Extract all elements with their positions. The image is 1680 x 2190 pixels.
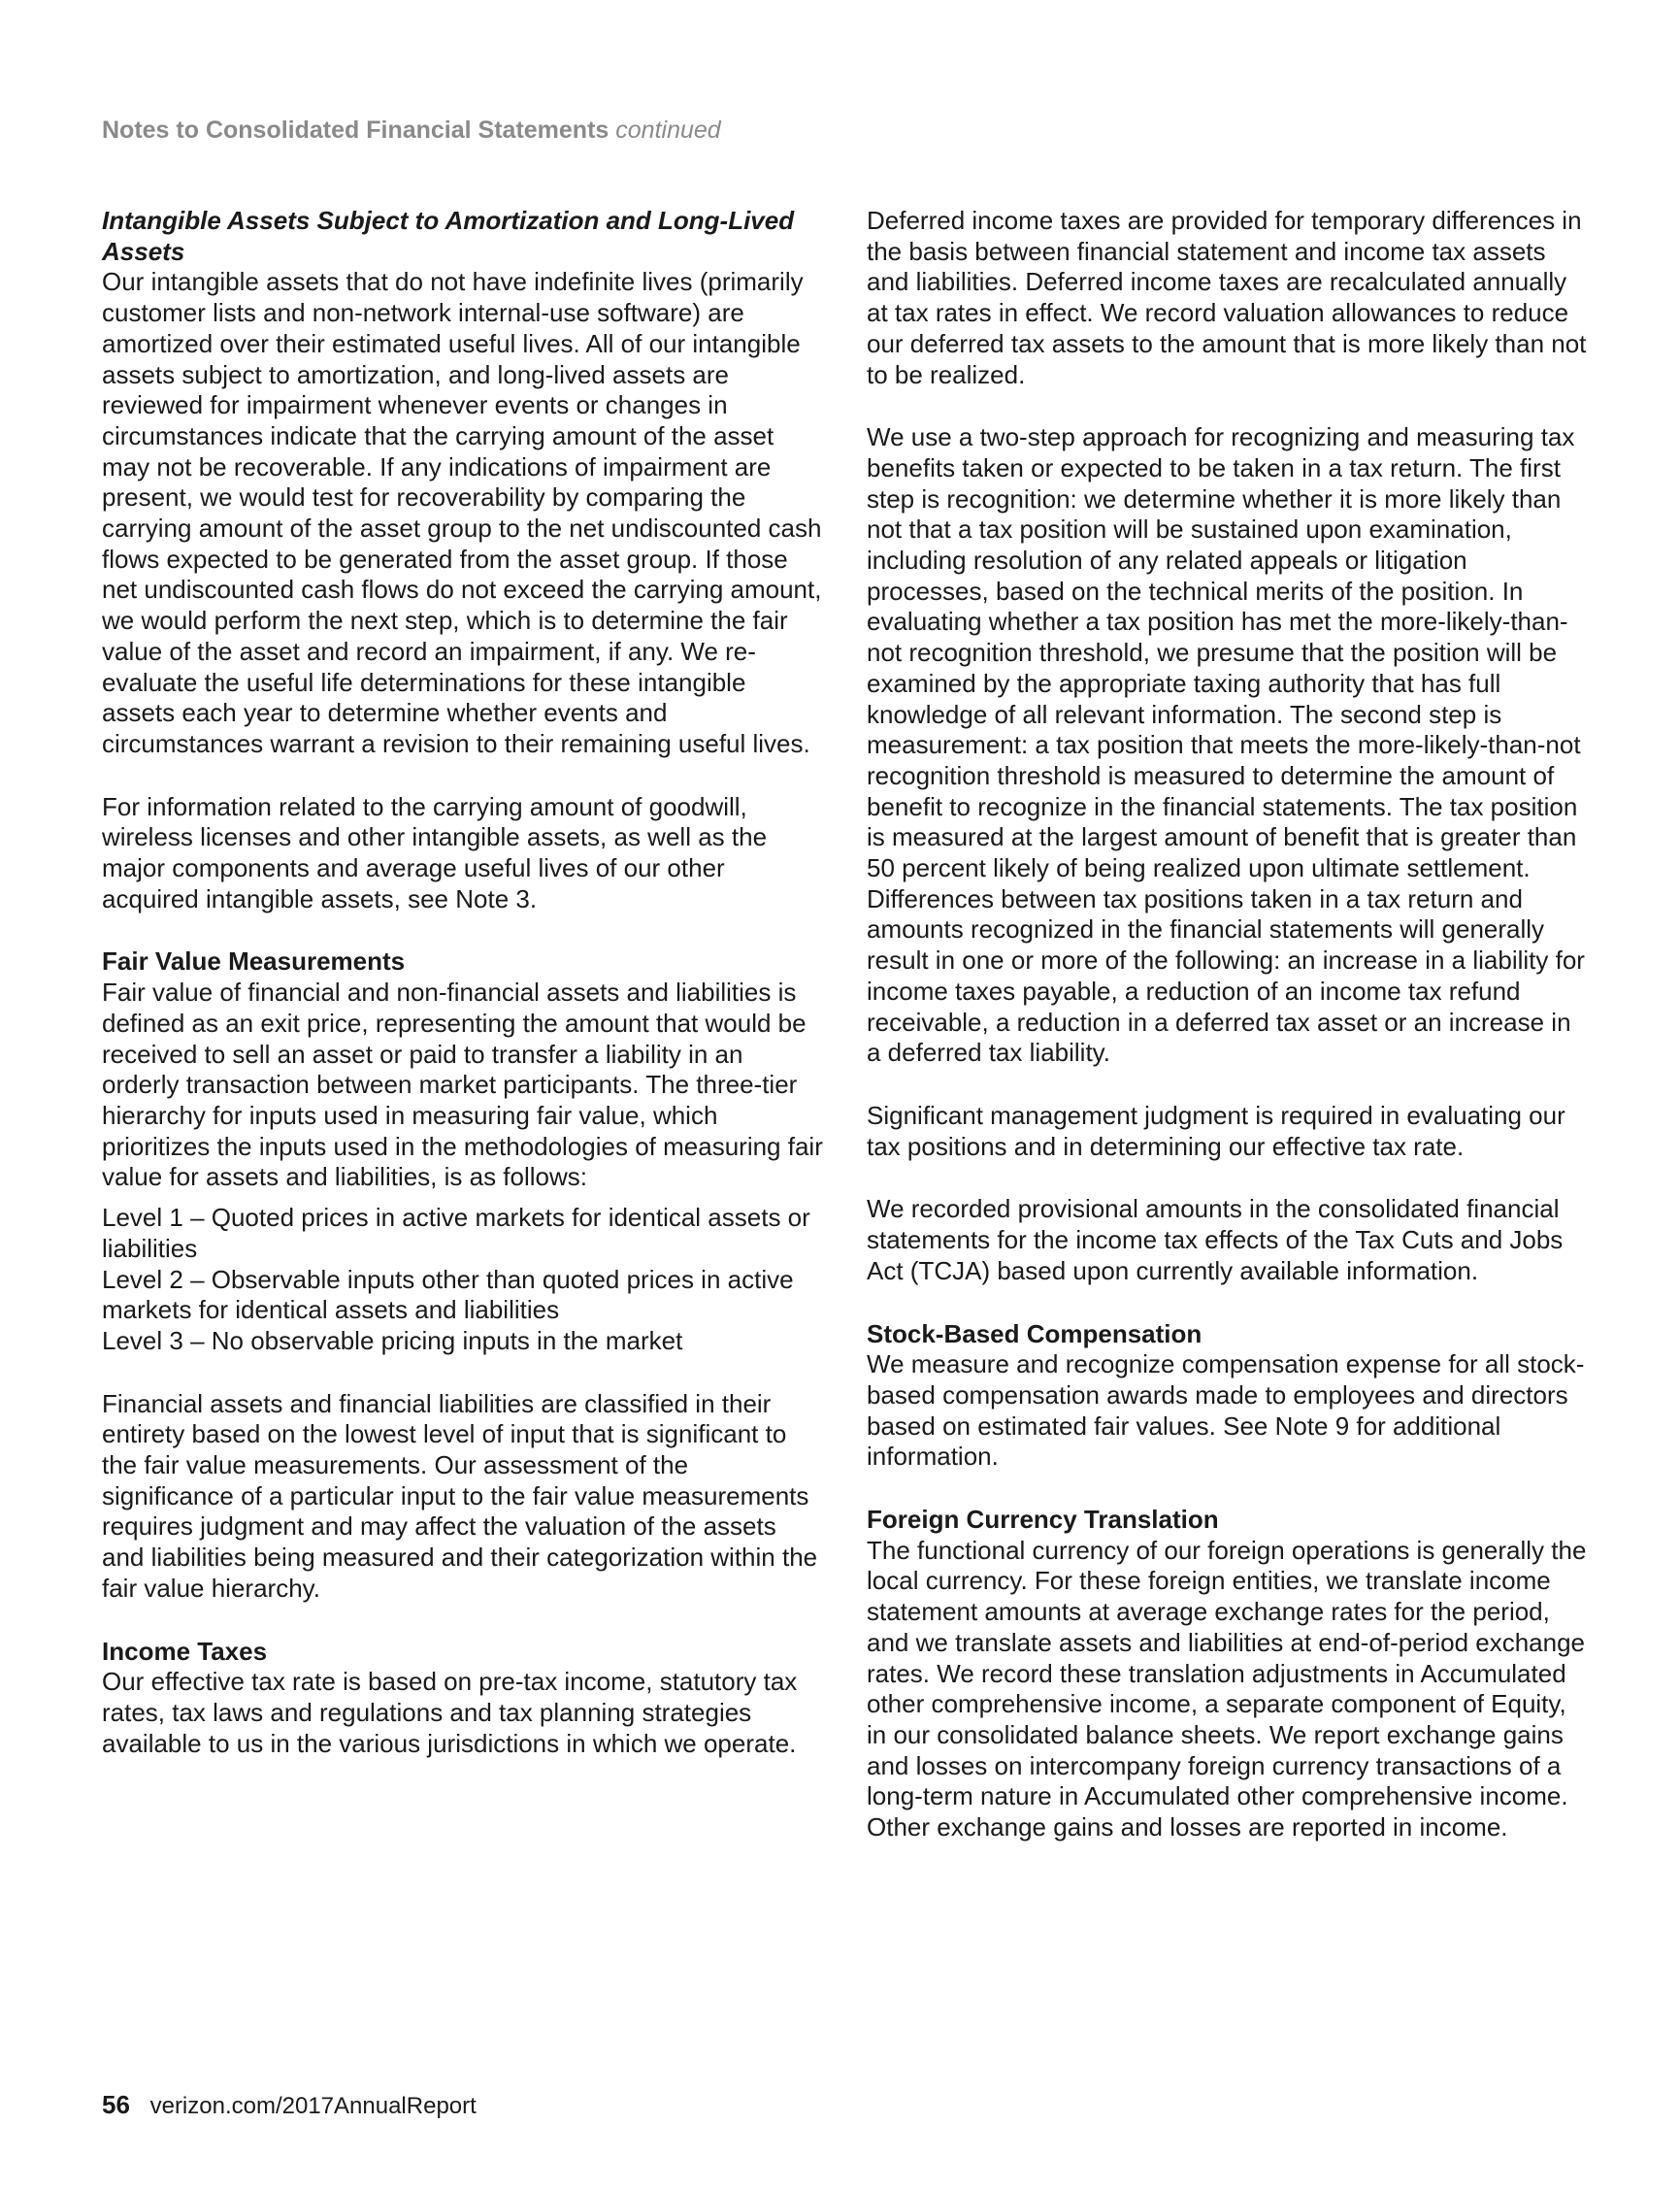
fair-value-levels-list bbox=[102, 1203, 825, 1357]
fair-value-paragraph-2: Financial assets and financial liabilities are classified in their entirety based on the lowest level of input that is significant to the fair value measurements. Our assessment of the significance of a particular input to the fair value measurements requires judgment and may affect the valuation of the assets and liabilities being measured and their categorization within the fair value hierarchy. bbox=[102, 1388, 818, 1603]
left-column bbox=[102, 206, 825, 1791]
running-header bbox=[102, 116, 721, 145]
stock-compensation-paragraph: We measure and recognize compensation expense for all stock-based compensation awards made to employees and directors based on estimated fair values. See Note 9 for additional information. bbox=[867, 1349, 1585, 1472]
header-continued: continued bbox=[615, 116, 721, 144]
fair-value-level-2: Level 2 – Observable inputs other than quoted prices in active markets for identical assets and liabilities bbox=[102, 1264, 794, 1325]
intangible-assets-paragraph-2: For information related to the carrying amount of goodwill, wireless licenses and other intangible assets, as well as the major components and average useful lives of our other acquired intangible assets, see Note 3. bbox=[102, 791, 768, 913]
right-column bbox=[867, 206, 1590, 1875]
fair-value-level-1: Level 1 – Quoted prices in active markets for identical assets or liabilities bbox=[102, 1203, 810, 1263]
page-footer bbox=[102, 2090, 477, 2120]
management-judgment-paragraph: Significant management judgment is required in evaluating our tax positions and in determining our effective tax rate. bbox=[867, 1100, 1565, 1161]
fair-value-level-3: Level 3 – No observable pricing inputs in the market bbox=[102, 1325, 683, 1355]
tcja-paragraph: We recorded provisional amounts in the consolidated financial statements for the income tax effects of the Tax Cuts and Jobs Act (TCJA) based upon currently available information. bbox=[867, 1194, 1564, 1285]
footer-url: verizon.com/2017AnnualReport bbox=[149, 2093, 477, 2119]
stock-compensation-heading: Stock-Based Compensation bbox=[867, 1318, 1202, 1348]
two-step-approach-paragraph: We use a two-step approach for recognizing and measuring tax benefits taken or expected to be taken in a tax return. The first step is recognition: we determine whether it is more likely than not that a tax position will be sustained upon examination, including resolution of any related appeals or litigation processes, based on the technical merits of the position. In evaluating whether a tax position has met the more-likely-than-not recognition threshold, we presume that the position will be examined by the appropriate taxing authority that has full knowledge of all relevant information. The second step is measurement: a tax position that meets the more-likely-than-not recognition threshold is measured to determine the amount of benefit to recognize in the financial statements. The tax position is measured at the largest amount of benefit that is greater than 50 percent likely of being realized upon ultimate settlement. Differences between tax positions taken in a tax return and amounts recognized in the financial statements will generally result in one or more of the following: an increase in a liability for income taxes payable, a reduction of an income tax refund receivable, a reduction in a deferred tax asset or an increase in a deferred tax liability. bbox=[867, 422, 1585, 1068]
income-taxes-heading: Income Taxes bbox=[102, 1636, 268, 1666]
fair-value-heading: Fair Value Measurements bbox=[102, 946, 406, 977]
deferred-taxes-paragraph: Deferred income taxes are provided for temporary differences in the basis between financial statement and income tax assets and liabilities. Deferred income taxes are recalculated annually at tax rates in effect. We record valuation allowances to reduce our deferred tax assets to the amount that is more likely than not to be realized. bbox=[867, 206, 1587, 389]
intangible-assets-paragraph-1: Our intangible assets that do not have indefinite lives (primarily customer lists and non-network internal-use software) are amortized over their estimated useful lives. All of our intangible assets subject to amortization, and long-lived assets are reviewed for impairment whenever events or changes in circumstances indicate that the carrying amount of the asset may not be recoverable. If any indications of impairment are present, we would test for recoverability by comparing the carrying amount of the asset group to the net undiscounted cash flows expected to be generated from the asset group. If those net undiscounted cash flows do not exceed the carrying amount, we would perform the next step, which is to determine the fair value of the asset and record an impairment, if any. We re-evaluate the useful life determinations for these intangible assets each year to determine whether events and circumstances warrant a revision to their remaining useful lives. bbox=[102, 267, 822, 758]
foreign-currency-heading: Foreign Currency Translation bbox=[867, 1505, 1219, 1535]
foreign-currency-paragraph: The functional currency of our foreign operations is generally the local currency. For these foreign entities, we translate income statement amounts at average exchange rates for the period, and we translate assets and liabilities at end-of-period exchange rates. We record these translation adjustments in Accumulated other comprehensive income, a separate component of Equity, in our consolidated balance sheets. We report exchange gains and losses on intercompany foreign currency transactions of a long-term nature in Accumulated other comprehensive income. Other exchange gains and losses are reported in income. bbox=[867, 1535, 1587, 1842]
page-number: 56 bbox=[102, 2090, 130, 2119]
header-title: Notes to Consolidated Financial Statements bbox=[102, 116, 609, 144]
intangible-assets-heading: Intangible Assets Subject to Amortization and Long-Lived Assets bbox=[102, 206, 795, 266]
income-taxes-paragraph-1: Our effective tax rate is based on pre-tax income, statutory tax rates, tax laws and regulations and tax planning strategies available to us in the various jurisdictions in which we operate. bbox=[102, 1667, 798, 1758]
fair-value-paragraph-1: Fair value of financial and non-financial assets and liabilities is defined as an exit price, representing the amount that would be received to sell an asset or paid to transfer a liability in an orderly transaction between market participants. The three-tier hierarchy for inputs used in measuring fair value, which prioritizes the inputs used in the methodologies of measuring fair value for assets and liabilities, is as follows: bbox=[102, 978, 823, 1192]
